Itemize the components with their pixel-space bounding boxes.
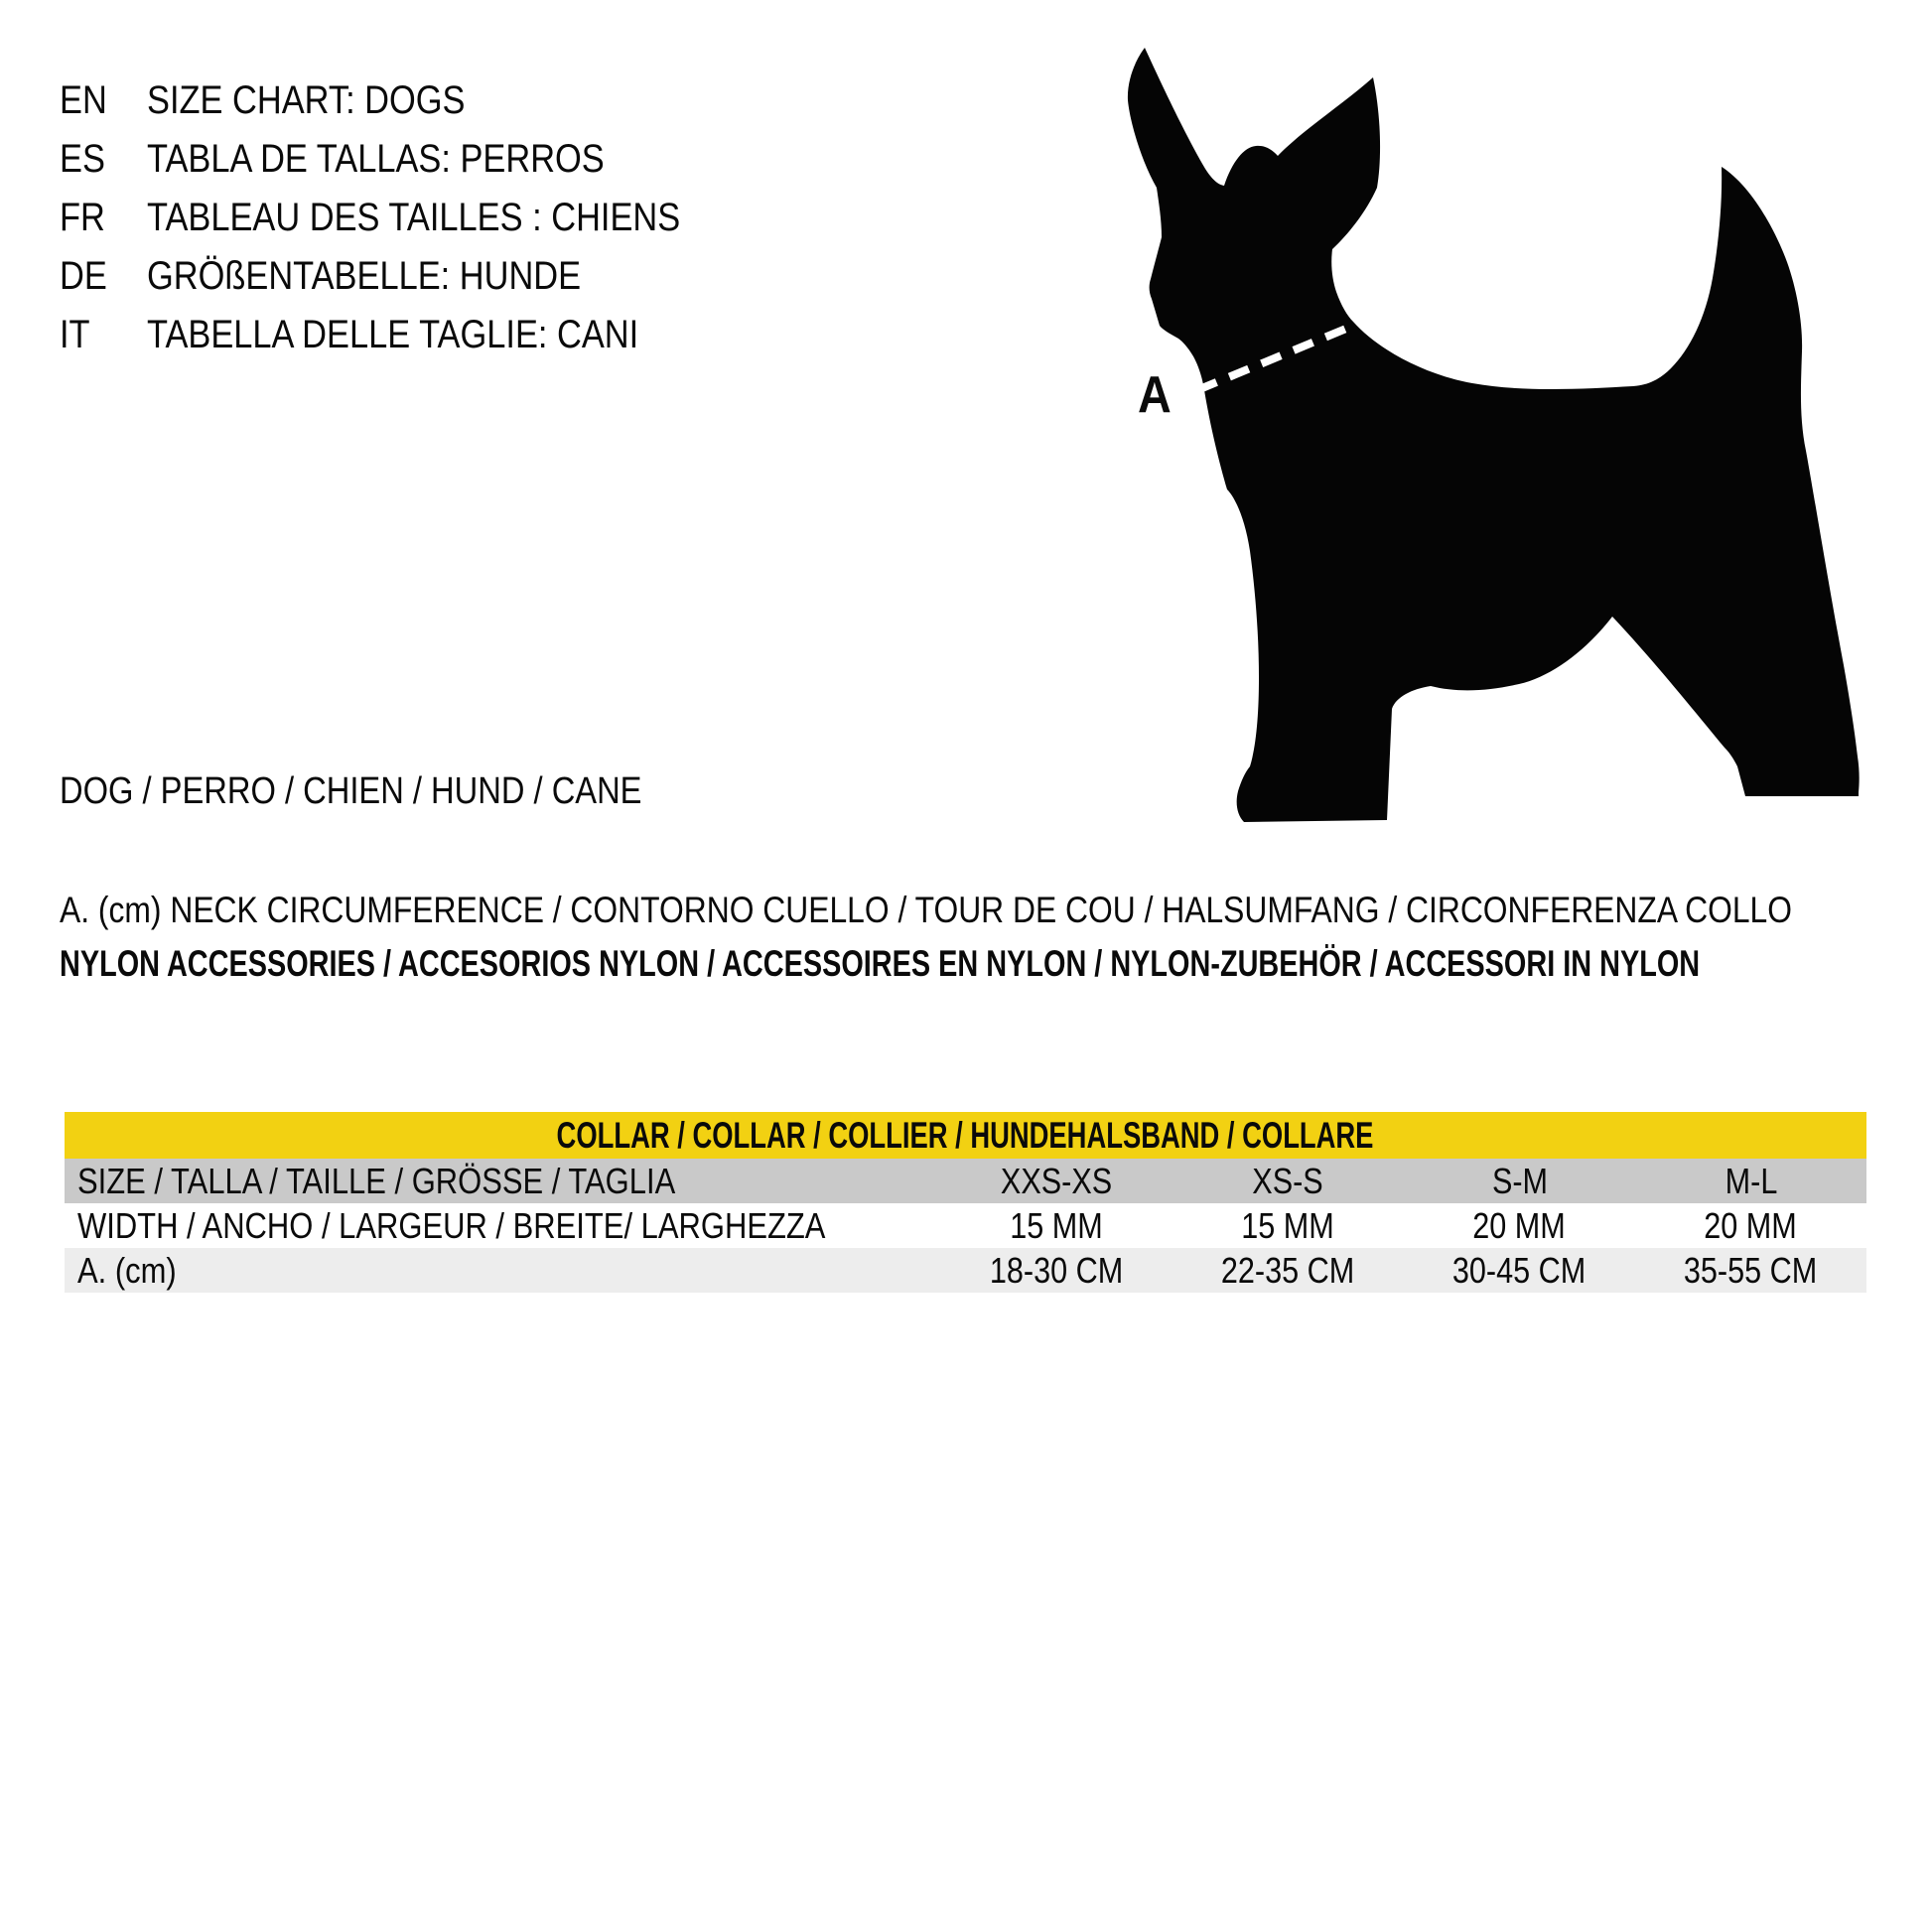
width-value: 15 MM [941, 1203, 1173, 1248]
size-value: XXS-XS [941, 1159, 1173, 1203]
a-cm-value: 35-55 CM [1635, 1248, 1866, 1293]
animal-caption: DOG / PERRO / CHIEN / HUND / CANE [60, 770, 642, 812]
language-row-de [60, 247, 767, 306]
language-code: DE [60, 254, 107, 298]
width-value: 20 MM [1635, 1203, 1866, 1248]
measure-point-label-a: A [1138, 366, 1172, 424]
language-title: TABLEAU DES TAILLES : CHIENS [147, 196, 681, 239]
a-cm-value: 22-35 CM [1173, 1248, 1404, 1293]
a-cm-value: 30-45 CM [1404, 1248, 1635, 1293]
table-title-bar [65, 1112, 1866, 1159]
row-label-a-cm: A. (cm) [65, 1248, 941, 1293]
language-title: SIZE CHART: DOGS [147, 78, 466, 122]
language-row-en [60, 71, 767, 130]
size-value: XS-S [1173, 1159, 1404, 1203]
table-title: COLLAR / COLLAR / COLLIER / HUNDEHALSBAND / COLLARE [557, 1114, 1374, 1156]
row-label-size: SIZE / TALLA / TAILLE / GRÖSSE / TAGLIA [65, 1159, 941, 1203]
language-title-list [60, 71, 767, 364]
collar-size-table [65, 1112, 1866, 1293]
language-title: TABLA DE TALLAS: PERROS [147, 137, 605, 181]
size-value: S-M [1404, 1159, 1635, 1203]
a-cm-value: 18-30 CM [941, 1248, 1173, 1293]
size-value: M-L [1635, 1159, 1866, 1203]
width-value: 20 MM [1404, 1203, 1635, 1248]
language-code: FR [60, 196, 105, 239]
language-code: EN [60, 78, 107, 122]
row-label-width: WIDTH / ANCHO / LARGEUR / BREITE/ LARGHEZZA [65, 1203, 941, 1248]
language-title: GRÖßENTABELLE: HUNDE [147, 254, 582, 298]
dog-silhouette-figure [1092, 30, 1886, 834]
width-value: 15 MM [1173, 1203, 1404, 1248]
language-code: ES [60, 137, 105, 181]
language-row-it [60, 306, 767, 364]
material-note: NYLON ACCESSORIES / ACCESORIOS NYLON / ACCESSOIRES EN NYLON / NYLON-ZUBEHÖR / ACCESSORI IN NYLON [60, 943, 1701, 984]
measurement-note: A. (cm) NECK CIRCUMFERENCE / CONTORNO CUELLO / TOUR DE COU / HALSUMFANG / CIRCONFERENZA COLLO [60, 890, 1793, 930]
chihuahua-silhouette-icon [1092, 30, 1886, 834]
language-row-es [60, 130, 767, 189]
language-code: IT [60, 313, 90, 356]
language-title: TABELLA DELLE TAGLIE: CANI [147, 313, 639, 356]
language-row-fr [60, 189, 767, 247]
